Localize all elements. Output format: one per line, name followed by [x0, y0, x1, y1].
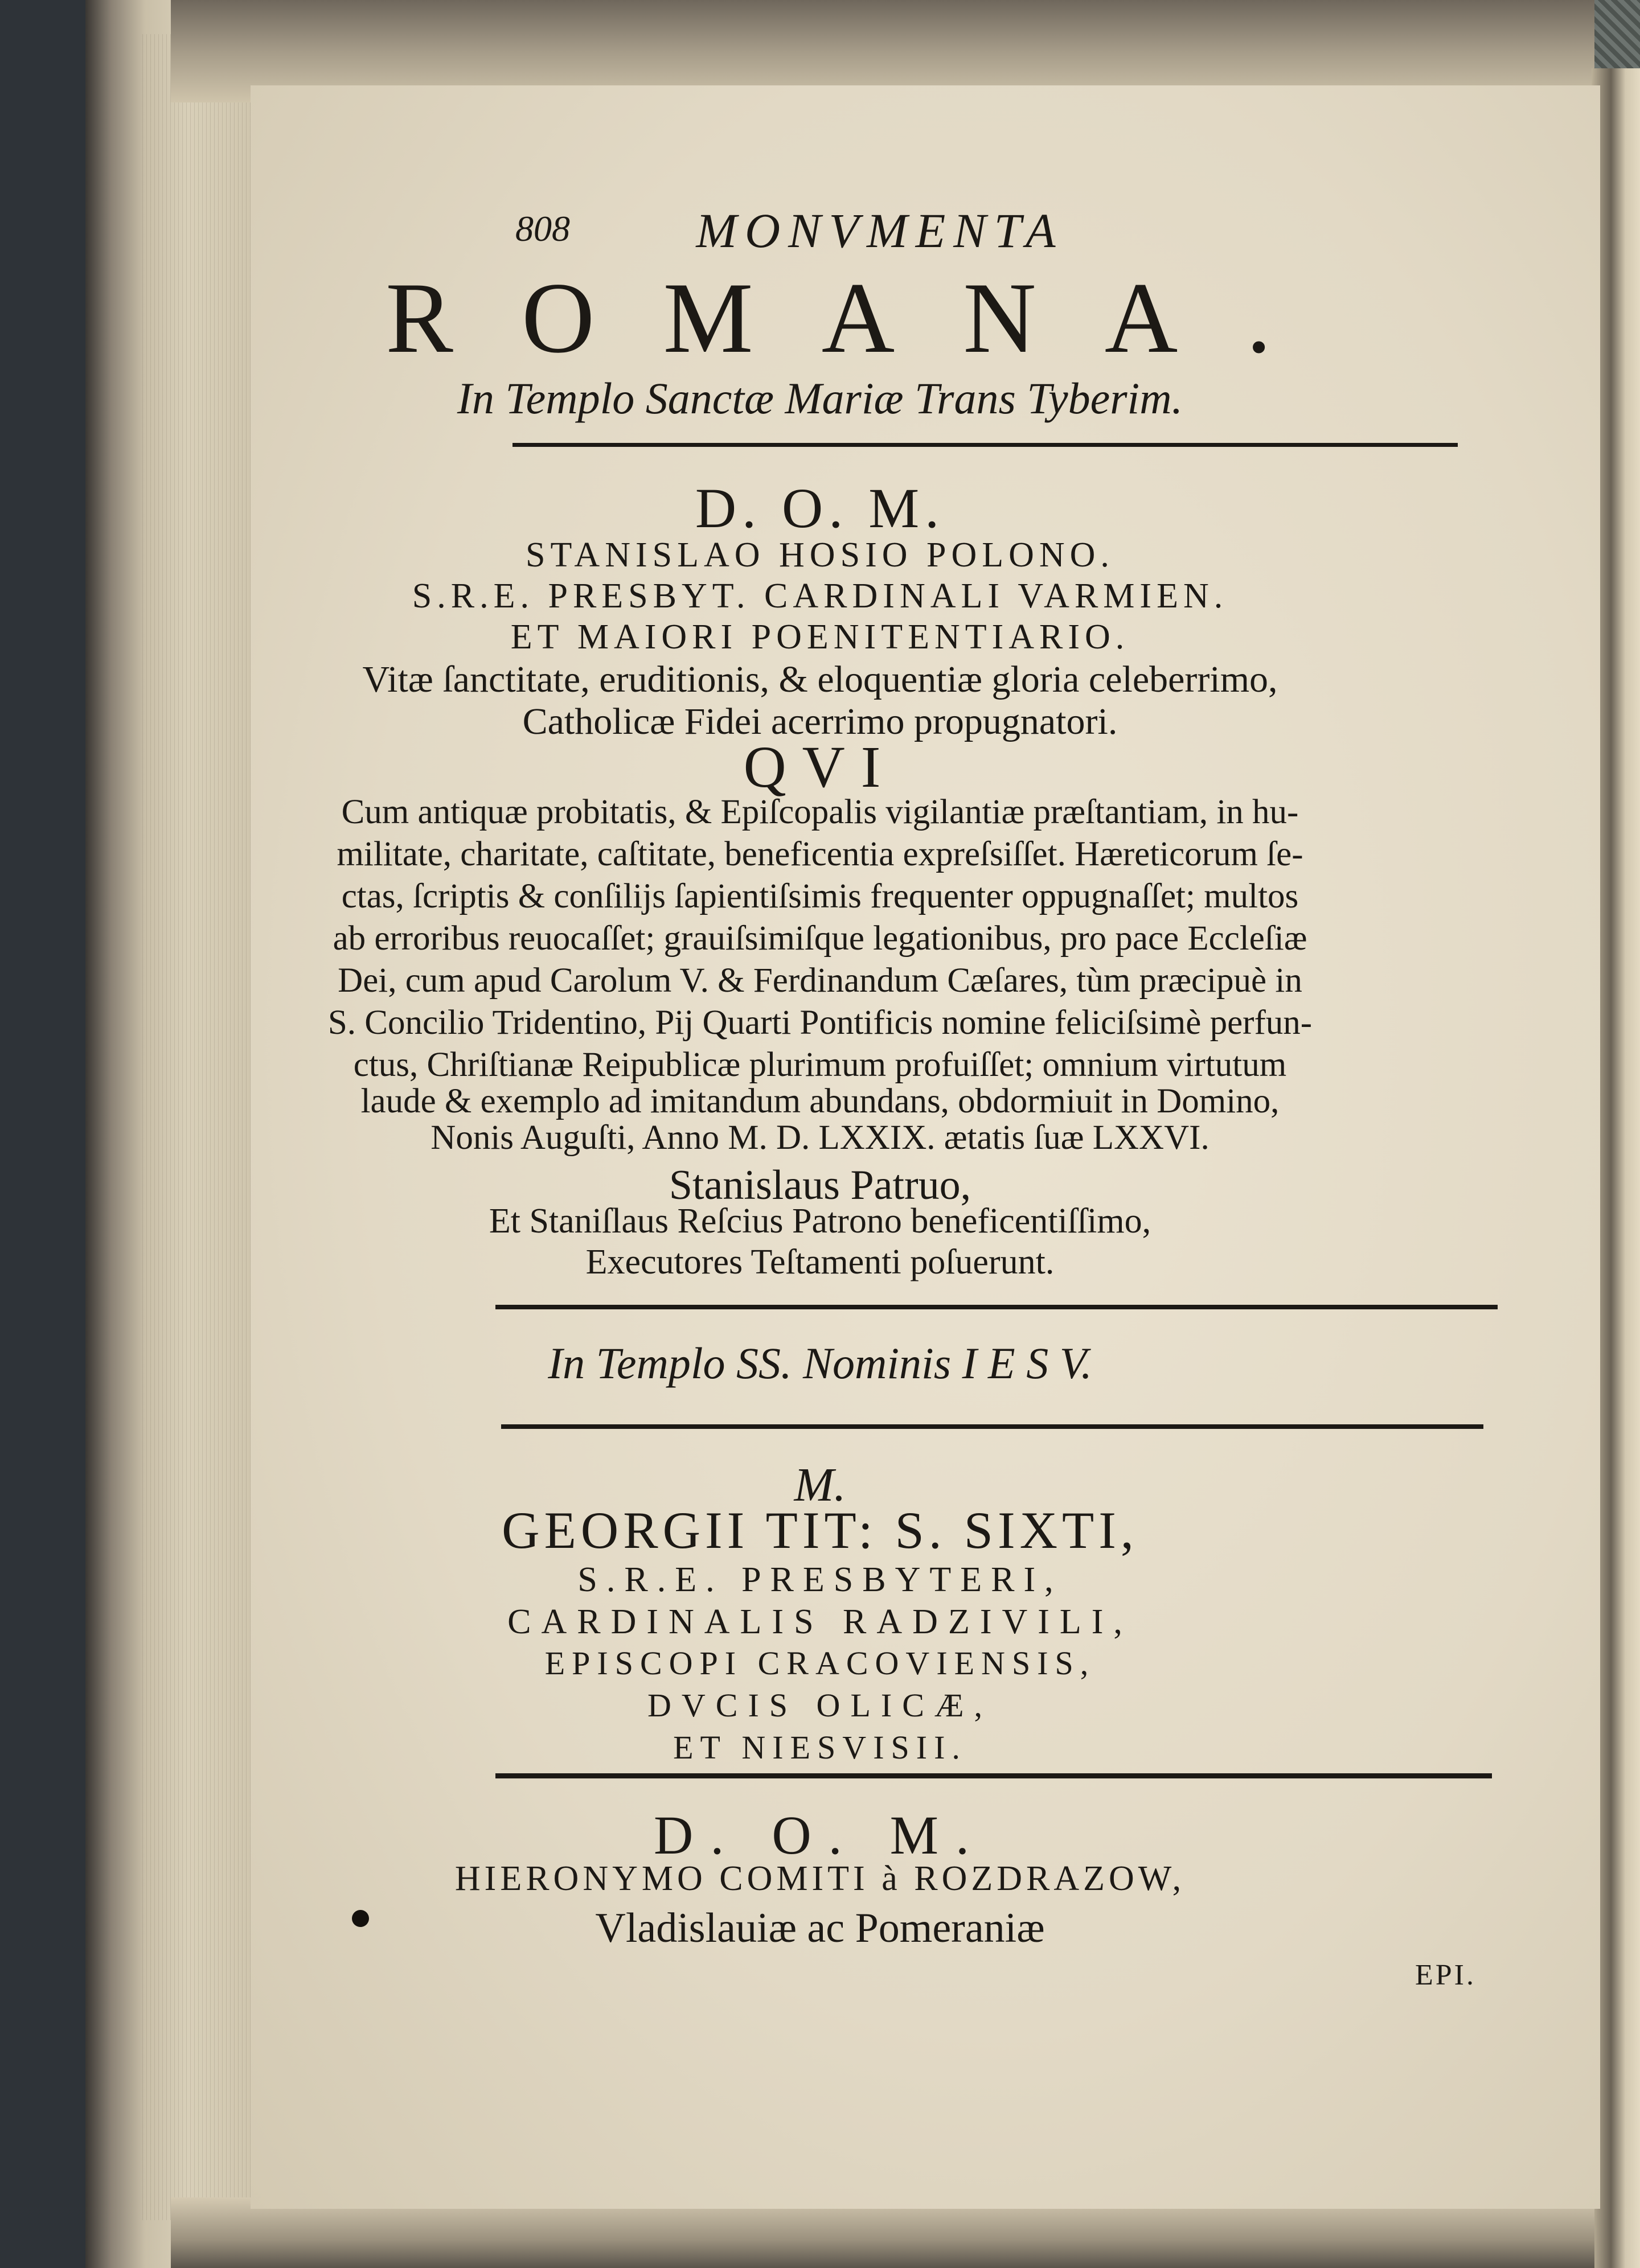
- epitaph-line: CARDINALIS RADZIVILI,: [507, 1603, 1133, 1641]
- epitaph-line: EPISCOPI CRACOVIENSIS,: [544, 1645, 1096, 1682]
- epitaph-closing: Et Staniſlaus Reſcius Patrono beneficentiſſimo,: [489, 1202, 1151, 1240]
- epitaph-line: HIERONYMO COMITI à ROZDRAZOW,: [454, 1859, 1186, 1898]
- catchword: EPI.: [1415, 1959, 1476, 1991]
- epitaph-line: DVCIS OLICÆ,: [647, 1687, 993, 1724]
- epitaph-body-line: militate, charitate, caſtitate, beneficentia expreſsiſſet. Hæreticorum ſe-: [337, 835, 1303, 873]
- rule-2: [495, 1305, 1498, 1309]
- epitaph-line: S.R.E. PRESBYTERI,: [577, 1560, 1063, 1599]
- epitaph-line: Vladislauiæ ac Pomeraniæ: [595, 1905, 1045, 1951]
- epitaph-dom: D. O. M.: [695, 476, 945, 540]
- epitaph-body-line: Dei, cum apud Carolum V. & Ferdinandum Cæſares, tùm præcipuè in: [338, 962, 1302, 1000]
- epitaph-initial: M.: [794, 1458, 846, 1511]
- epitaph-line: Vitæ ſanctitate, eruditionis, & eloquentiæ gloria celeberrimo,: [362, 659, 1278, 700]
- epitaph-body-line: Nonis Auguſti, Anno M. D. LXXIX. ætatis ſuæ LXXVI.: [430, 1119, 1210, 1157]
- page-title: ROMANA.: [386, 261, 1340, 374]
- section-heading-nominis-iesu: In Templo SS. Nominis I E S V.: [548, 1338, 1092, 1388]
- epitaph-closing: Stanislaus Patruo,: [669, 1162, 971, 1209]
- page-number: 808: [515, 208, 570, 249]
- epitaph-line: GEORGII TIT: S. SIXTI,: [502, 1501, 1138, 1559]
- section-heading-santa-maria: In Templo Sanctæ Mariæ Trans Tyberim.: [457, 373, 1183, 423]
- epitaph-dom: D. O. M.: [653, 1805, 986, 1866]
- epitaph-qvi: QVI: [743, 734, 897, 800]
- epitaph-body-line: ctas, ſcriptis & conſilijs ſapientiſsimis frequenter oppugnaſſet; multos: [341, 877, 1299, 915]
- epitaph-line: STANISLAO HOSIO POLONO.: [526, 536, 1114, 574]
- epitaph-line: Catholicæ Fidei acerrimo propugnatori.: [522, 701, 1118, 742]
- running-head: MONVMENTA: [696, 203, 1064, 258]
- epitaph-body-line: ctus, Chriſtianæ Reipublicæ plurimum profuiſſet; omnium virtutum: [353, 1046, 1287, 1084]
- rule-3: [501, 1424, 1483, 1429]
- rule-4: [495, 1773, 1492, 1778]
- epitaph-line: S.R.E. PRESBYT. CARDINALI VARMIEN.: [412, 577, 1228, 615]
- epitaph-line: ET NIESVISII.: [673, 1729, 967, 1766]
- epitaph-body-line: ab erroribus reuocaſſet; grauiſsimiſque legationibus, pro pace Eccleſiæ: [333, 919, 1307, 958]
- epitaph-body-line: Cum antiquæ probitatis, & Epiſcopalis vigilantiæ præſtantiam, in hu-: [341, 793, 1299, 831]
- ink-blot: [352, 1910, 369, 1927]
- binding-cord: [1594, 0, 1640, 74]
- epitaph-body-line: S. Concilio Tridentino, Pij Quarti Pontificis nomine feliciſsimè perfun-: [327, 1004, 1313, 1042]
- epitaph-line: ET MAIORI POENITENTIARIO.: [510, 618, 1130, 656]
- epitaph-body-line: laude & exemplo ad imitandum abundans, obdormiuit in Domino,: [360, 1082, 1280, 1120]
- rule-1: [512, 443, 1458, 447]
- epitaph-closing: Executores Teſtamenti poſuerunt.: [585, 1243, 1055, 1281]
